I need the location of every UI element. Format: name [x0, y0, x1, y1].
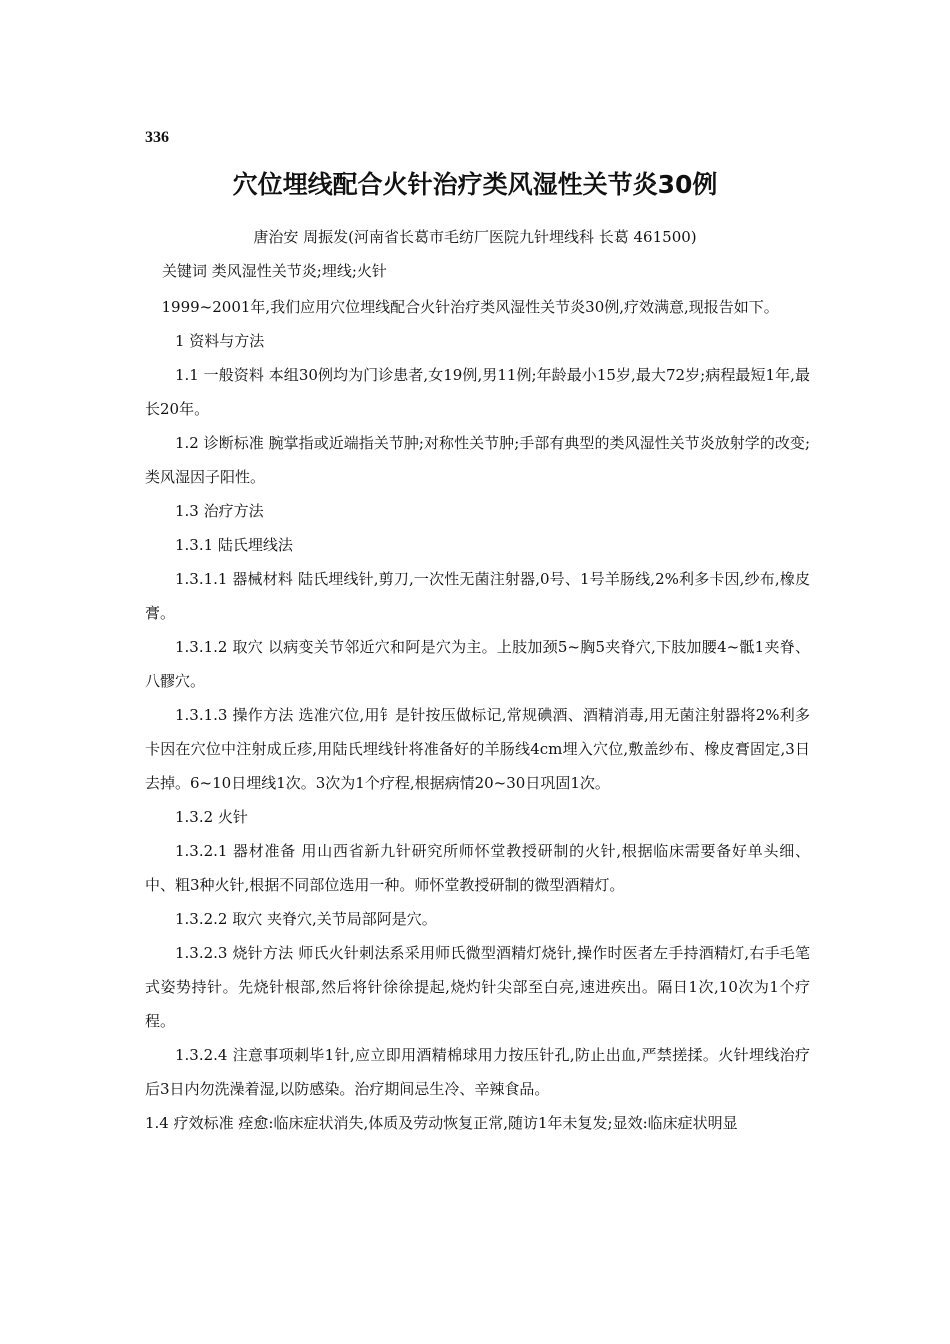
subsection-heading: 1.3.2 火针: [175, 808, 248, 826]
article-body: [145, 290, 810, 1140]
keywords: 关键词 类风湿性关节炎;埋线;火针: [162, 262, 387, 280]
body-paragraph: 1.3.2.1 器材准备 用山西省新九针研究所师怀堂教授研制的火针,根据临床需要备好单头细、中、粗3种火针,根据不同部位选用一种。师怀堂教授研制的微型酒精灯。: [145, 842, 810, 894]
body-paragraph: 1.1 一般资料 本组30例均为门诊患者,女19例,男11例;年龄最小15岁,最大72岁;病程最短1年,最长20年。: [145, 366, 810, 418]
section-heading: 1 资料与方法: [175, 332, 265, 350]
body-paragraph: 1.3.1.3 操作方法 选准穴位,用钅是针按压做标记,常规碘酒、酒精消毒,用无菌注射器将2%利多卡因在穴位中注射成丘疹,用陆氏埋线针将准备好的羊肠线4cm埋入穴位,敷盖纱布、橡皮膏固定,3日去掉。6~10日埋线1次。3次为1个疗程,根据病情20~30日巩固1次。: [145, 706, 810, 792]
article-title: 穴位埋线配合火针治疗类风湿性关节炎30例: [232, 170, 718, 199]
body-paragraph: 1.3.2.4 注意事项刺毕1针,应立即用酒精棉球用力按压针孔,防止出血,严禁搓揉。火针埋线治疗后3日内勿洗澡着湿,以防感染。治疗期间忌生冷、辛辣食品。: [145, 1046, 810, 1098]
body-paragraph: 1.3.2.3 烧针方法 师氏火针刺法系采用师氏微型酒精灯烧针,操作时医者左手持酒精灯,右手毛笔式姿势持针。先烧针根部,然后将针徐徐提起,烧灼针尖部至白亮,速进疾出。隔日1次,10次为1个疗程。: [145, 944, 810, 1030]
author-affiliation: 唐治安 周振发(河南省长葛市毛纺厂医院九针埋线科 长葛 461500): [253, 228, 697, 246]
subsection-heading: 1.3.1 陆氏埋线法: [175, 536, 293, 554]
body-paragraph: 1.3.1.1 器械材料 陆氏埋线针,剪刀,一次性无菌注射器,0号、1号羊肠线,2%利多卡因,纱布,橡皮膏。: [145, 570, 810, 622]
intro-paragraph: 1999~2001年,我们应用穴位埋线配合火针治疗类风湿性关节炎30例,疗效满意,现报告如下。: [161, 298, 779, 316]
body-paragraph: 1.4 疗效标准 痊愈:临床症状消失,体质及劳动恢复正常,随访1年未复发;显效:临床症状明显: [145, 1114, 738, 1132]
body-paragraph: 1.2 诊断标准 腕掌指或近端指关节肿;对称性关节肿;手部有典型的类风湿性关节炎放射学的改变;类风湿因子阳性。: [145, 434, 810, 486]
body-paragraph: 1.3.1.2 取穴 以病变关节邻近穴和阿是穴为主。上肢加颈5~胸5夹脊穴,下肢加腰4~骶1夹脊、八髎穴。: [145, 638, 810, 690]
page-number: 336: [145, 129, 169, 146]
body-paragraph: 1.3.2.2 取穴 夹脊穴,关节局部阿是穴。: [175, 910, 437, 928]
subsection-heading: 1.3 治疗方法: [175, 502, 264, 520]
